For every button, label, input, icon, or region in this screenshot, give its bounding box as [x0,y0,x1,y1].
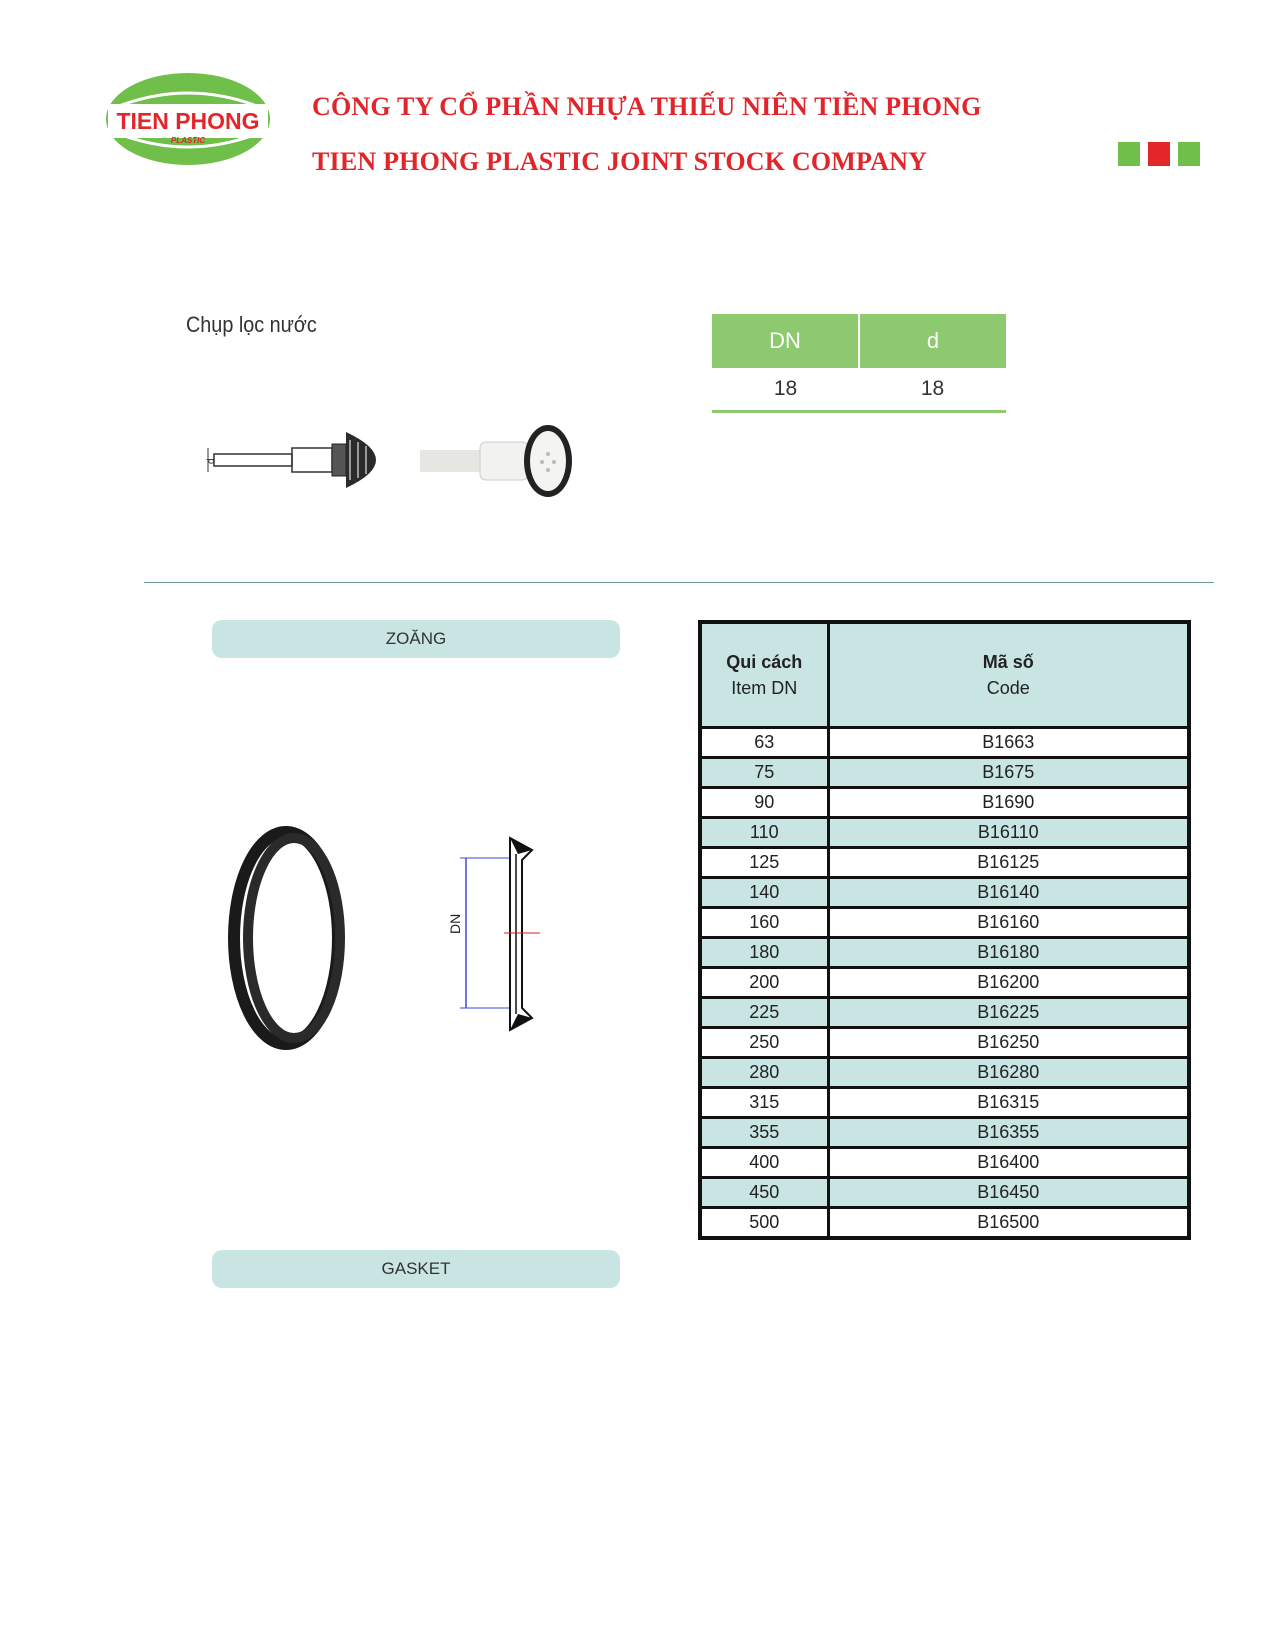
gasket-ring-photo [228,825,348,1051]
cell-item-dn: 400 [700,1148,828,1178]
logo-subtext: PLASTIC [170,136,206,145]
cell-item-dn: 63 [700,728,828,758]
table-row [700,1088,1189,1118]
cell-code: B16450 [828,1178,1189,1208]
cell-item-dn: 280 [700,1058,828,1088]
cell-code: B16400 [828,1148,1189,1178]
table-row [700,818,1189,848]
cell-code: B16355 [828,1118,1189,1148]
cell-item-dn: 200 [700,968,828,998]
table-row [700,848,1189,878]
cell-code: B1675 [828,758,1189,788]
drawing-label-dn: DN [447,913,463,934]
cell-item-dn: 180 [700,938,828,968]
cell-item-dn: 125 [700,848,828,878]
filter-cap-spec-table [712,314,1006,413]
cell-item-dn: 110 [700,818,828,848]
cell-item-dn: 500 [700,1208,828,1239]
table-row [700,998,1189,1028]
company-name-vn: CÔNG TY CỔ PHẦN NHỰA THIẾU NIÊN TIỀN PHONG [312,92,982,121]
cell-code: B16140 [828,878,1189,908]
cell-item-dn: 75 [700,758,828,788]
cell-item-dn: 140 [700,878,828,908]
gasket-section-drawing [440,830,560,1040]
product-title: Chụp lọc nước [186,312,317,337]
cell-item-dn: 355 [700,1118,828,1148]
cell-code: B16315 [828,1088,1189,1118]
cell-item-dn: 250 [700,1028,828,1058]
cell-dn: 18 [712,368,859,412]
table-row [700,878,1189,908]
column-header-code [828,622,1189,728]
cell-code: B16200 [828,968,1189,998]
drawing-label-d: d [206,458,217,464]
company-name-en: TIEN PHONG PLASTIC JOINT STOCK COMPANY [312,147,928,176]
product-label-en: GASKET [212,1250,620,1288]
table-row [700,1178,1189,1208]
cell-code: B16250 [828,1028,1189,1058]
cell-item-dn: 315 [700,1088,828,1118]
table-row [700,1058,1189,1088]
gasket-code-table [698,620,1191,1240]
tien-phong-logo [104,70,272,168]
cell-item-dn: 90 [700,788,828,818]
column-header-d: d [859,314,1006,368]
gasket-table-body [700,728,1189,1239]
table-row [700,908,1189,938]
logo-text: TIEN PHONG [116,108,260,134]
table-row [700,1118,1189,1148]
cell-item-dn: 450 [700,1178,828,1208]
brand-square-green [1178,142,1200,166]
table-row [700,1208,1189,1239]
cell-code: B16160 [828,908,1189,938]
product-label-vn: ZOĂNG [212,620,620,658]
column-header-item [700,622,828,728]
header-item-en: Item DN [731,678,798,698]
table-row [712,368,1006,412]
header-item-vn: Qui cách [726,652,803,672]
header-code-vn: Mã số [982,652,1034,672]
table-row [700,1148,1189,1178]
section-divider [144,582,1214,583]
cell-item-dn: 225 [700,998,828,1028]
table-row [700,938,1189,968]
table-row [700,788,1189,818]
cell-code: B16225 [828,998,1189,1028]
cell-code: B16500 [828,1208,1189,1239]
brand-square-red [1148,142,1170,166]
filter-cap-drawing [204,426,380,494]
cell-code: B1690 [828,788,1189,818]
table-row [700,968,1189,998]
cell-code: B16125 [828,848,1189,878]
cell-item-dn: 160 [700,908,828,938]
column-header-dn: DN [712,314,859,368]
filter-cap-photo [420,420,580,500]
cell-code: B1663 [828,728,1189,758]
table-row [700,728,1189,758]
table-row [700,1028,1189,1058]
cell-code: B16280 [828,1058,1189,1088]
cell-d: 18 [859,368,1006,412]
cell-code: B16110 [828,818,1189,848]
cell-code: B16180 [828,938,1189,968]
table-row [700,758,1189,788]
brand-square-green [1118,142,1140,166]
header-code-en: Code [986,678,1030,698]
